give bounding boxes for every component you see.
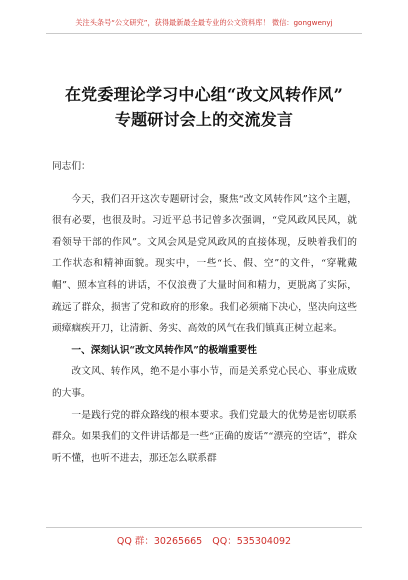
section-heading-1: 一、深刻认识“改文风转作风”的极端重要性 — [71, 344, 257, 356]
section1-paragraph-1: 改文风、转作风，绝不是小事小节，而是关系党心民心、事业成败的大事。 — [52, 366, 357, 399]
document-title — [0, 82, 408, 132]
footer-divider — [46, 527, 362, 528]
intro-paragraph: 今天，我们召开这次专题研讨会，聚焦“改文风转作风”这个主题，很有必要，也很及时。习近平总书记曾多次强调，“党风政风民风，就看领导干部的作风”。文风会风是党风政风的直接体现，反映着我们的工作状态和精神面貌。现实中，一些“长、假、空”的文件，“穿靴戴帽”、照本宣科的讲话，不仅浪费了大量时间和精力，更脱离了实际，疏远了群众，损害了党和政府的形象。我们必须痛下决心，坚决向这些顽瘴痼疾开刀，让清新、务实、高效的风气在我们镇真正树立起来。 — [52, 193, 357, 335]
title-line-1: 在党委理论学习中心组“改文风转作风” — [64, 85, 343, 104]
salutation: 同志们： — [52, 161, 91, 172]
header-divider — [46, 33, 362, 34]
title-line-2: 专题研讨会上的交流发言 — [114, 110, 294, 129]
footer-contact — [0, 533, 408, 547]
footer-qq-group: QQ 群：30265665 — [116, 536, 203, 547]
header-note: 关注头条号“公文研究”，获得最新最全最专业的公文资料库！ 微信：gongwenyj — [75, 18, 333, 27]
section1-paragraph-2: 一是践行党的群众路线的根本要求。我们党最大的优势是密切联系群众。如果我们的文件讲话都是一些“正确的废话”“漂亮的空话”，群众听不懂，也听不进去，那还怎么联系群 — [52, 409, 357, 464]
footer-qq: QQ：535304092 — [212, 536, 292, 547]
document-body — [52, 156, 357, 469]
